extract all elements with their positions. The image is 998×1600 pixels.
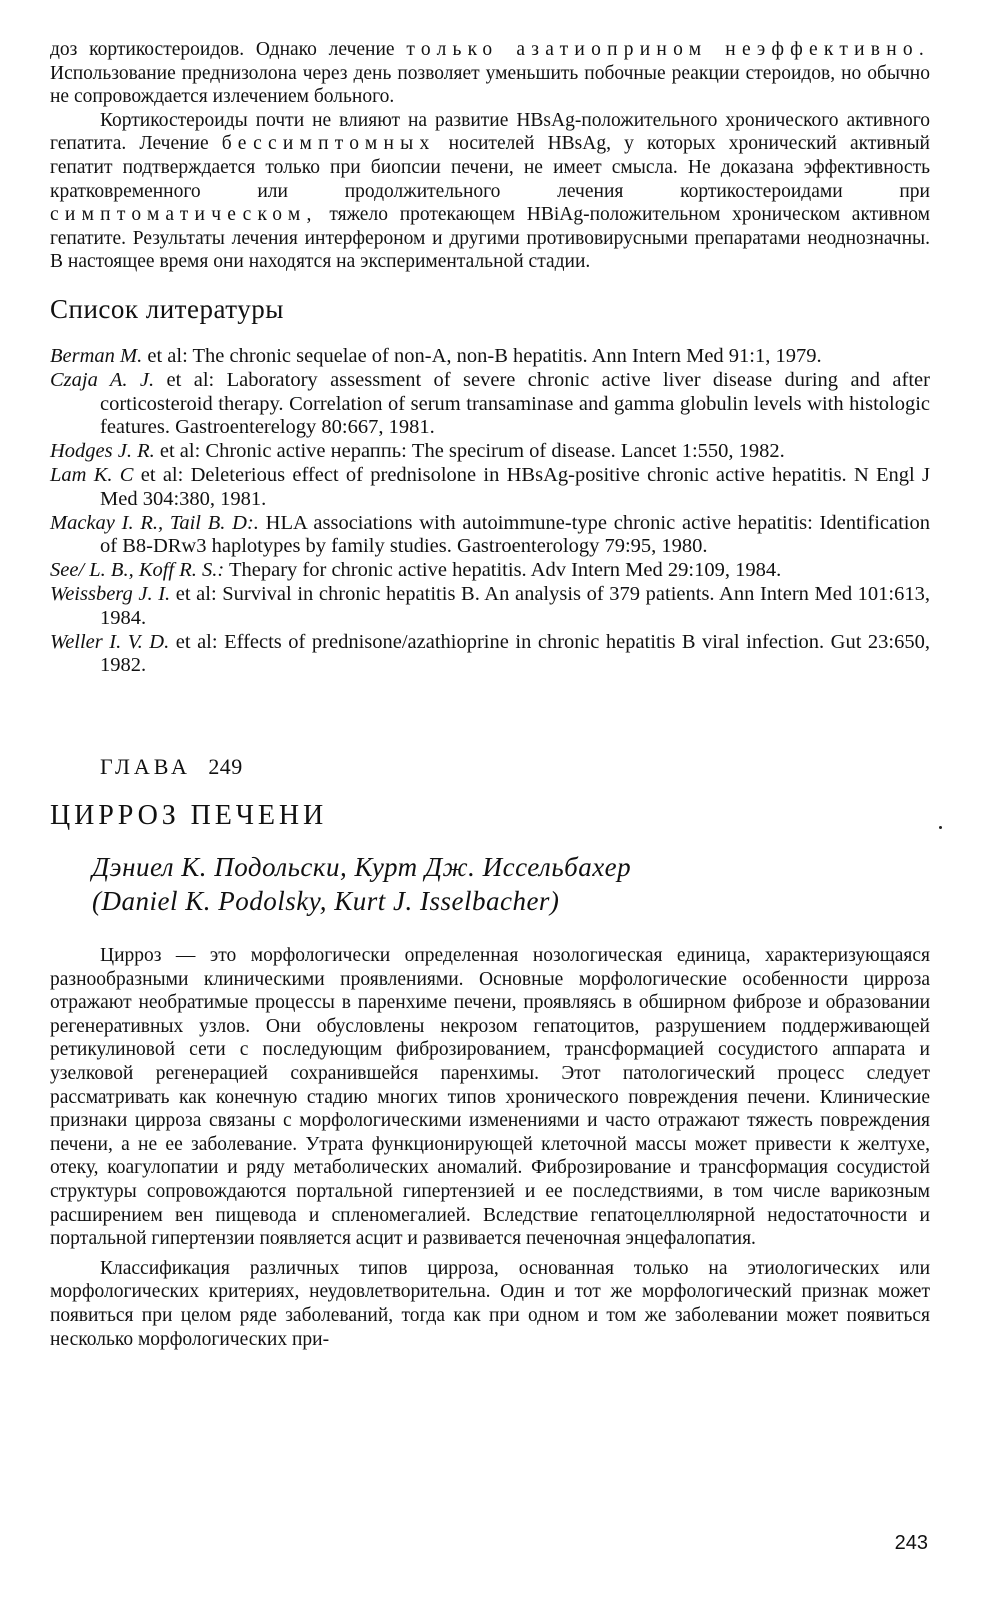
reference-text: et al: Deleterious effect of prednisolone in HBsAg-positive chronic active hepatitis. N Engl J Med 304:380, 1981. xyxy=(100,463,930,510)
reference-item xyxy=(50,583,930,631)
references-title: Список литературы xyxy=(50,293,284,324)
authors-english: (Daniel K. Podolsky, Kurt J. Isselbacher) xyxy=(92,886,560,917)
reference-text: et al: Effects of prednisone/azathioprine in chronic hepatitis B viral infection. Gut 23:650, 1982. xyxy=(100,630,930,677)
reference-author: Berman M. xyxy=(50,344,143,367)
reference-text: et al: Laboratory assessment of severe chronic active liver disease during and after corticosteroid therapy. Correlation of serum transaminase and gamma globulin levels with histologic features. Gastroenterelogy 80:667, 1981. xyxy=(100,368,930,439)
text-run: Кортикостероиды почти не влияют на развитие HBsAg-положительного хронического активного гепатита. Лечение xyxy=(50,109,930,155)
paragraph-cirrhosis-definition: Цирроз — это морфологически определенная нозологическая единица, характеризующаяся разнообразными клиническими проявлениями. Основные морфологические особенности цирроза отражают необратимые процессы в паренхиме печени, проявляясь в обширном фиброзе и образовании регенеративных узлов. Они обусловлены некрозом гепатоцитов, разрушением поддерживающей ретикулиновой сети с последующим фиброзированием, трансформацией сосудистого аппарата и узелковой регенерацией сохранившейся паренхимы. Этот патологический процесс следует рассматривать как конечную стадию многих типов хронического повреждения печени. Клинические признаки цирроза связаны с морфологическими изменениями и часто отражают тяжесть повреждения печени, а не ее заболевание. Утрата функционирующей клеточной массы может привести к желтухе, отеку, коагулопатии и ряду метаболических аномалий. Фиброзирование и трансформация сосудистой структуры сопровождаются портальной гипертензией и ее последствиями, в том числе варикозным расширением вен пищевода и спленомегалией. Вследствие гепатоцеллюлярной недостаточности и портальной гипертензии появляется асцит и развивается печеночная энцефалопатия. xyxy=(50,945,930,1250)
reference-author: See/ L. B., Koff R. S.: xyxy=(50,559,225,582)
paragraph-corticosteroids xyxy=(50,109,930,274)
emphasized-text: симптоматическом, xyxy=(50,204,318,226)
reference-text: et al: The chronic sequelae of non-A, non-B hepatitis. Ann Intern Med 91:1, 1979. xyxy=(142,344,822,367)
reference-author: Weissberg J. I. xyxy=(50,582,171,605)
references-list xyxy=(50,345,930,678)
text-run: Использование преднизолона через день позволяет уменьшить побочные реакции стероидов, но обычно не сопровождается излечением больного. xyxy=(50,62,930,108)
paragraph-continuation xyxy=(50,38,930,109)
chapter-label xyxy=(100,754,930,780)
text-run: носителей HBsAg, у которых хронический активный гепатит подтверждается только при биопсии печени, не имеет смысла. Не доказана эффективность кратковременного или продолжительного лечения кортикостероидами при xyxy=(50,133,930,202)
print-speck xyxy=(939,826,942,829)
reference-text: et al: Survival in chronic hepatitis B. An analysis of 379 patients. Ann Intern Med 101:613, 1984. xyxy=(100,582,931,629)
reference-author: Czaja A. J. xyxy=(50,368,155,391)
authors-russian: Дэниел К. Подольски, Курт Дж. Иссельбахер xyxy=(92,852,632,883)
reference-item xyxy=(50,345,930,369)
text-run: тяжело протекающем HBiAg-положительном хроническом активном гепатите. Результаты лечения интерфероном и другими противовирусными препаратами неоднозначны. В настоящее время они находятся на экспериментальной стадии. xyxy=(50,204,930,273)
chapter-title: ЦИРРОЗ ПЕЧЕНИ xyxy=(50,800,328,832)
reference-item xyxy=(50,512,930,560)
emphasized-text: только азатиоприном неэффективно. xyxy=(406,39,931,60)
reference-author: Mackay I. R., Tail B. D:. xyxy=(50,511,259,534)
chapter-authors xyxy=(92,850,930,918)
reference-author: Weller I. V. D. xyxy=(50,630,170,653)
emphasized-text: бессимптомных xyxy=(221,133,436,155)
reference-text: et al: Chronic active нераппь: The specirum of disease. Lancet 1:550, 1982. xyxy=(154,440,785,463)
reference-text: HLA associations with autoimmune-type chronic active hepatitis: Identification of B8-DRw3 haplotypes by family studies. Gastroenterology 79:95, 1980. xyxy=(100,511,930,558)
reference-text: Thepary for chronic active hepatitis. Adv Intern Med 29:109, 1984. xyxy=(224,559,782,582)
chapter-word: ГЛАВА xyxy=(100,754,191,780)
paragraph-classification: Классификация различных типов цирроза, основанная только на этиологических или морфологических критериях, неудовлетворительна. Один и тот же морфологический признак может появиться при целом ряде заболеваний, тогда как при одном и том же заболевании может появиться несколько морфологических при- xyxy=(50,1257,930,1350)
reference-author: Lam K. C xyxy=(50,463,134,486)
reference-author: Hodges J. R. xyxy=(50,440,155,463)
text-run: доз кортикостероидов. Однако лечение xyxy=(50,39,407,60)
reference-item xyxy=(50,631,930,679)
page-number: 243 xyxy=(894,1532,928,1554)
reference-item xyxy=(50,464,930,512)
chapter-number: 249 xyxy=(208,754,243,780)
reference-item xyxy=(50,440,930,464)
page-content xyxy=(50,38,930,1351)
reference-item xyxy=(50,369,930,440)
reference-item xyxy=(50,559,930,583)
